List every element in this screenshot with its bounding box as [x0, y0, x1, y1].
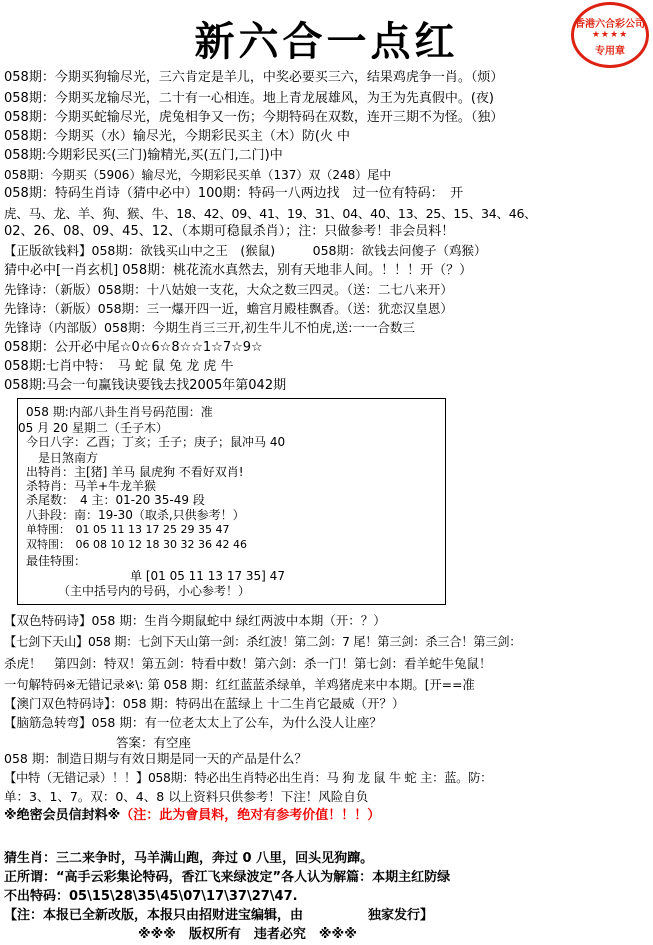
prediction-line: 02、26、08、09、45、12、（本期可稳鼠杀肖）；注：只做参考！非会员料！ [4, 224, 455, 239]
page-title: 新六合一点红 [194, 18, 459, 65]
prediction-line: 058期：今期买（5906）输尽光，今期彩民买单（137）双（248）尾中 [4, 168, 392, 182]
box-line: 双特围： 06 08 10 12 18 30 32 36 42 46 [26, 538, 247, 551]
box-line: 058 期:内部八卦生肖号码范围：准 [26, 405, 213, 419]
poem-line: 【中特（无错记录）！！】058期：特必出生肖特必出生肖：马 狗 龙 鼠 牛 蛇 主：蓝。防： [4, 771, 493, 785]
prediction-line: 058期：今期买（水）输尽光，今期彩民买主（木）防(火 中 [4, 129, 351, 144]
prediction-line: 猜中必中[一肖玄机] 058期：桃花流水真然去，别有天地非人间。！！！开（？） [4, 263, 473, 278]
secret-label: ※绝密会员信封料※ [4, 808, 121, 823]
poem-line: 答案：有空座 [116, 735, 192, 750]
poem-line: 一句解特码※无错记录※\: 第 058 期：红红蓝蓝杀绿单，羊鸡猪虎来中本期。[开==准 [4, 678, 475, 692]
poem-line: 单：3、1、7。双：0、4、8 以上资料只供参考！下注！风险自负 [4, 789, 369, 804]
box-line: 出特肖：主[猪] 羊马 鼠虎狗 不看好双肖! [26, 465, 244, 479]
company-seal [571, 2, 649, 68]
secret-line [4, 808, 380, 824]
footer-line: 正所谓：“高手云彩集论特码，香江飞来绿波定”各人认为解篇：本期主红防绿 [4, 870, 451, 885]
prediction-line: 【正版欲钱料】058期：欲钱买山中之王 (猴鼠) 058期：欲钱去问傻子（鸡猴） [4, 243, 487, 258]
prediction-line: 058期:七肖中特： 马 蛇 鼠 兔 龙 虎 牛 [4, 359, 234, 374]
prediction-line: 058期:今期彩民买(三门)输精光,买(五门,二门)中 [4, 148, 283, 163]
box-line: 单 [01 05 11 13 17 35] 47 [130, 569, 285, 583]
prediction-line: 先锋诗：（新版）058期：十八姑娘一支花，大众之数三四灵。（送：二七八来开） [4, 282, 453, 297]
seal-text-top: 香港六合彩公司 [575, 19, 645, 30]
box-line: 05 月 20 星期二（壬子木） [18, 421, 168, 435]
box-line: 八卦段：南：19-30（取杀,只供参考！） [26, 508, 245, 522]
poem-line: 【澳门双色特码诗】：058 期：特码出在蓝绿上 十二生肖它最威（开？） [4, 696, 405, 711]
seal-text-bottom: 专用章 [595, 46, 625, 57]
prediction-line: 058期:马会一句赢钱诀要钱去找2005年第042期 [4, 378, 287, 393]
box-line: 是日煞南方 [38, 451, 99, 465]
box-line: 今日八字：乙酉；丁亥；壬子；庚子；鼠冲马 40 [26, 435, 286, 449]
footer-line: 【注：本报已全新改版，本报只由招财进宝编辑，由 独家发行】 [4, 908, 434, 923]
prediction-line: 058期：今期买龙输尽光，二十有一心相连。地上青龙展雄风，为王为先真假中。(夜) [4, 91, 494, 106]
poem-line: 【脑筋急转弯】058 期：有一位老太太上了公车，为什么没人让座？ [4, 715, 382, 730]
prediction-line: 058期：公开必中尾☆0☆6☆8☆☆1☆7☆9☆ [4, 340, 263, 355]
prediction-line: 先锋诗：（新版）058期：三一爆开四一近，蟾宫月殿桂飘香。（送：犹恋汉皇恩） [4, 301, 453, 316]
box-line: 杀特肖：马羊+牛龙羊猴 [26, 479, 157, 493]
bagua-zodiac-box [17, 398, 446, 605]
seal-stars: ★★★★ [591, 30, 629, 40]
box-line: 杀尾数： 4 主：01-20 35-49 段 [26, 493, 205, 507]
secret-note: （注：此为會員料，绝对有参考价值！！！） [120, 808, 381, 823]
poem-line: 【七剑下天山】058 期：七剑下天山第一剑：杀红波！第二剑：7 尾！第三剑：杀三合！第三剑： [4, 635, 522, 649]
prediction-line: 058期：今期买狗输尽光，三六肯定是羊儿，中奖必要买三六，结果鸡虎争一肖。（烦） [4, 70, 504, 85]
poem-line: 杀虎！ 第四剑：特双！第五剑：特看中数！第六剑：杀一门！第七剑：看羊蛇牛兔鼠！ [4, 656, 492, 671]
prediction-line: 058期：特码生肖诗（猜中必中）100期：特码一八两边找 过一位有特码： 开 [4, 186, 464, 201]
box-line: 最佳特围： [26, 554, 87, 568]
copyright-line: ※※※ 版权所有 违者必究 ※※※ [138, 927, 357, 942]
box-line: 单特围： 01 05 11 13 17 25 29 35 47 [26, 523, 230, 536]
prediction-line: 先锋诗（内部版）058期：今期生肖三三开,初生牛儿不怕虎,送:一一合数三 [4, 320, 416, 335]
footer-line: 猜生肖：三二来争时，马羊满山跑，奔过 0 八里，回头见狗蹿。 [4, 851, 374, 866]
box-line: （主中括号内的号码，小心参考！） [58, 584, 251, 598]
footer-line: 不出特码：05\15\28\35\45\07\17\37\27\47. [4, 889, 298, 904]
prediction-line: 虎、马、龙、羊、狗、猴、牛、18、42、09、41、19、31、04、40、13、25、15、34、46、 [4, 206, 537, 221]
poem-line: 058 期：制造日期与有效日期是同一天的产品是什么？ [4, 751, 307, 766]
prediction-line: 058期：今期买蛇输尽光，虎兔相争又一伤；今期特码在双数，连开三期不为怪。（独） [4, 110, 504, 125]
poem-line: 【双色特码诗】058 期：生肖今期鼠蛇中 绿红两波中本期（开：？） [4, 613, 386, 628]
